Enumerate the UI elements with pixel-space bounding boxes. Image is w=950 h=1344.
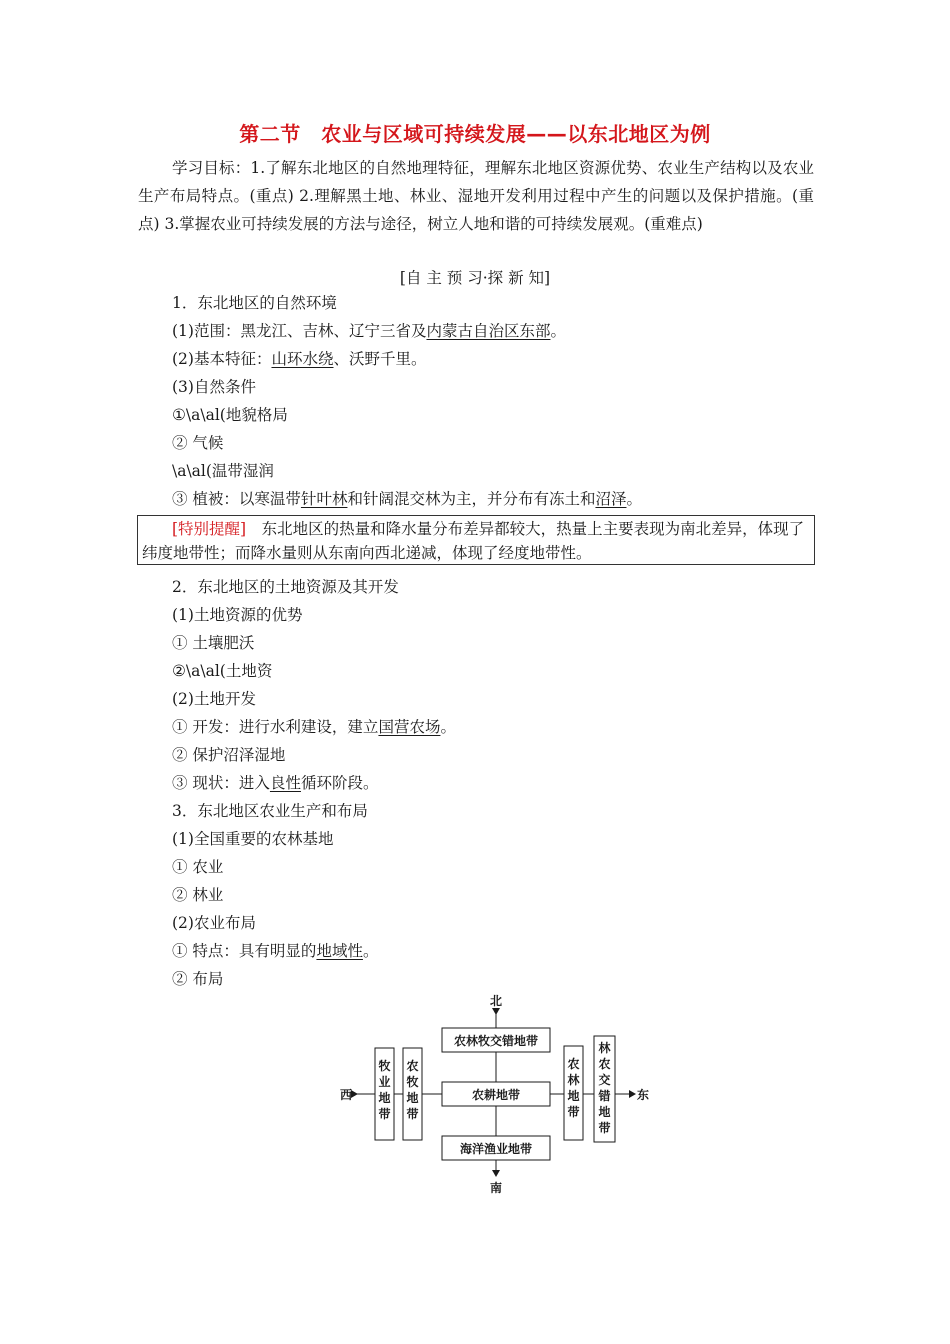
box-bottom-label: 海洋渔业地带 bbox=[459, 1142, 533, 1156]
s3-heading: 3．东北地区农业生产和布局 bbox=[172, 802, 368, 820]
text: 、沃野千里。 bbox=[333, 350, 427, 368]
note-text: 东北地区的热量和降水量分布差异都较大，热量上主要表现为南北差异，体现了纬度地带性；而降水量则从东南向西北递减，体现了经度地带性。 bbox=[142, 520, 805, 562]
blank-answer: 国营农场 bbox=[378, 718, 441, 736]
s2-land: ②\a\al(土地资 bbox=[172, 662, 273, 680]
box-left2-char: 牧 bbox=[406, 1075, 419, 1089]
s2-status bbox=[172, 771, 378, 793]
box-center-label: 农耕地带 bbox=[471, 1088, 521, 1102]
box-top-label: 农林牧交错地带 bbox=[453, 1034, 539, 1048]
text: 。 bbox=[362, 942, 379, 960]
text: ③ 现状：进入 bbox=[172, 774, 270, 792]
box-right2-char: 带 bbox=[598, 1121, 611, 1135]
note-tag: [特别提醒] bbox=[172, 520, 247, 538]
box-right2-char: 林 bbox=[598, 1041, 611, 1055]
box-left1-char: 带 bbox=[378, 1107, 391, 1121]
text: ③ 植被：以寒温带 bbox=[172, 490, 301, 508]
s1-humid: \a\al(温带湿润 bbox=[172, 462, 274, 480]
text: 。 bbox=[440, 718, 456, 736]
page-title: 第二节 农业与区域可持续发展——以东北地区为例 bbox=[239, 122, 711, 146]
agriculture-layout-diagram bbox=[330, 990, 660, 1200]
special-note-box bbox=[137, 515, 815, 565]
box-left1-char: 牧 bbox=[378, 1059, 391, 1073]
text: 循环阶段。 bbox=[300, 774, 379, 792]
learning-objectives: 学习目标：1.了解东北地区的自然地理特征，理解东北地区资源优势、农业生产结构以及农业生产布局特点。(重点) 2.理解黑土地、林业、湿地开发利用过程中产生的问题以及保护措施。(重点) 3.掌握农业可持续发展的方法与途径，树立人地和谐的可持续发展观。(重难点) bbox=[138, 159, 814, 233]
s3-agriculture: ① 农业 bbox=[172, 858, 224, 876]
north-label: 北 bbox=[489, 994, 503, 1008]
box-left1-char: 地 bbox=[378, 1091, 391, 1105]
s2-heading: 2．东北地区的土地资源及其开发 bbox=[172, 578, 399, 596]
text: (1)范围：黑龙江、吉林、辽宁三省及 bbox=[172, 322, 427, 340]
box-right2-char: 交 bbox=[598, 1073, 611, 1087]
text: 和针阔混交林为主，并分布有冻土和 bbox=[347, 490, 596, 508]
s1-landform: ①\a\al(地貌格局 bbox=[172, 406, 288, 424]
s2-protect: ② 保护沼泽湿地 bbox=[172, 746, 286, 764]
box-right2-char: 错 bbox=[598, 1089, 611, 1103]
box-left2-char: 带 bbox=[406, 1107, 419, 1121]
s1-basic bbox=[172, 347, 427, 369]
text: ① 特点：具有明显的 bbox=[172, 942, 317, 960]
s3-base: (1)全国重要的农林基地 bbox=[172, 830, 334, 848]
s1-climate: ② 气候 bbox=[172, 434, 224, 452]
blank-answer: 山环水绕 bbox=[271, 350, 334, 368]
box-right1-char: 林 bbox=[567, 1073, 580, 1087]
s1-heading: 1．东北地区的自然环境 bbox=[172, 294, 337, 312]
s1-range bbox=[172, 319, 566, 341]
box-right2-char: 地 bbox=[598, 1105, 611, 1119]
s3-forestry: ② 林业 bbox=[172, 886, 224, 904]
blank-answer: 内蒙古自治区东部 bbox=[426, 322, 551, 340]
box-right2-char: 农 bbox=[598, 1057, 611, 1071]
blank-answer: 针叶林 bbox=[300, 490, 348, 508]
text: (2)基本特征： bbox=[172, 350, 272, 368]
box-left2-char: 地 bbox=[406, 1091, 419, 1105]
text: 。 bbox=[550, 322, 566, 340]
text: 。 bbox=[626, 490, 642, 508]
west-label: 西 bbox=[339, 1088, 353, 1102]
blank-answer: 沼泽 bbox=[595, 490, 627, 508]
box-right1-char: 带 bbox=[567, 1105, 580, 1119]
s3-distribution: ② 布局 bbox=[172, 970, 224, 988]
east-label: 东 bbox=[636, 1088, 650, 1102]
s2-advantage: (1)土地资源的优势 bbox=[172, 606, 303, 624]
s1-vegetation bbox=[172, 487, 642, 509]
box-right1-char: 地 bbox=[567, 1089, 580, 1103]
blank-answer: 地域性 bbox=[316, 942, 363, 960]
south-label: 南 bbox=[489, 1181, 503, 1195]
s3-feature bbox=[172, 939, 378, 961]
blank-answer: 良性 bbox=[269, 774, 301, 792]
text: ① 开发：进行水利建设，建立 bbox=[172, 718, 379, 736]
s3-layout: (2)农业布局 bbox=[172, 914, 256, 932]
s2-develop-item bbox=[172, 715, 456, 737]
box-left2-char: 农 bbox=[406, 1059, 419, 1073]
s2-development: (2)土地开发 bbox=[172, 690, 256, 708]
s1-conditions: (3)自然条件 bbox=[172, 378, 256, 396]
s2-soil: ① 土壤肥沃 bbox=[172, 634, 255, 652]
box-left1-char: 业 bbox=[378, 1075, 391, 1089]
box-right1-char: 农 bbox=[567, 1057, 580, 1071]
section-heading: [自 主 预 习·探 新 知] bbox=[399, 269, 551, 287]
